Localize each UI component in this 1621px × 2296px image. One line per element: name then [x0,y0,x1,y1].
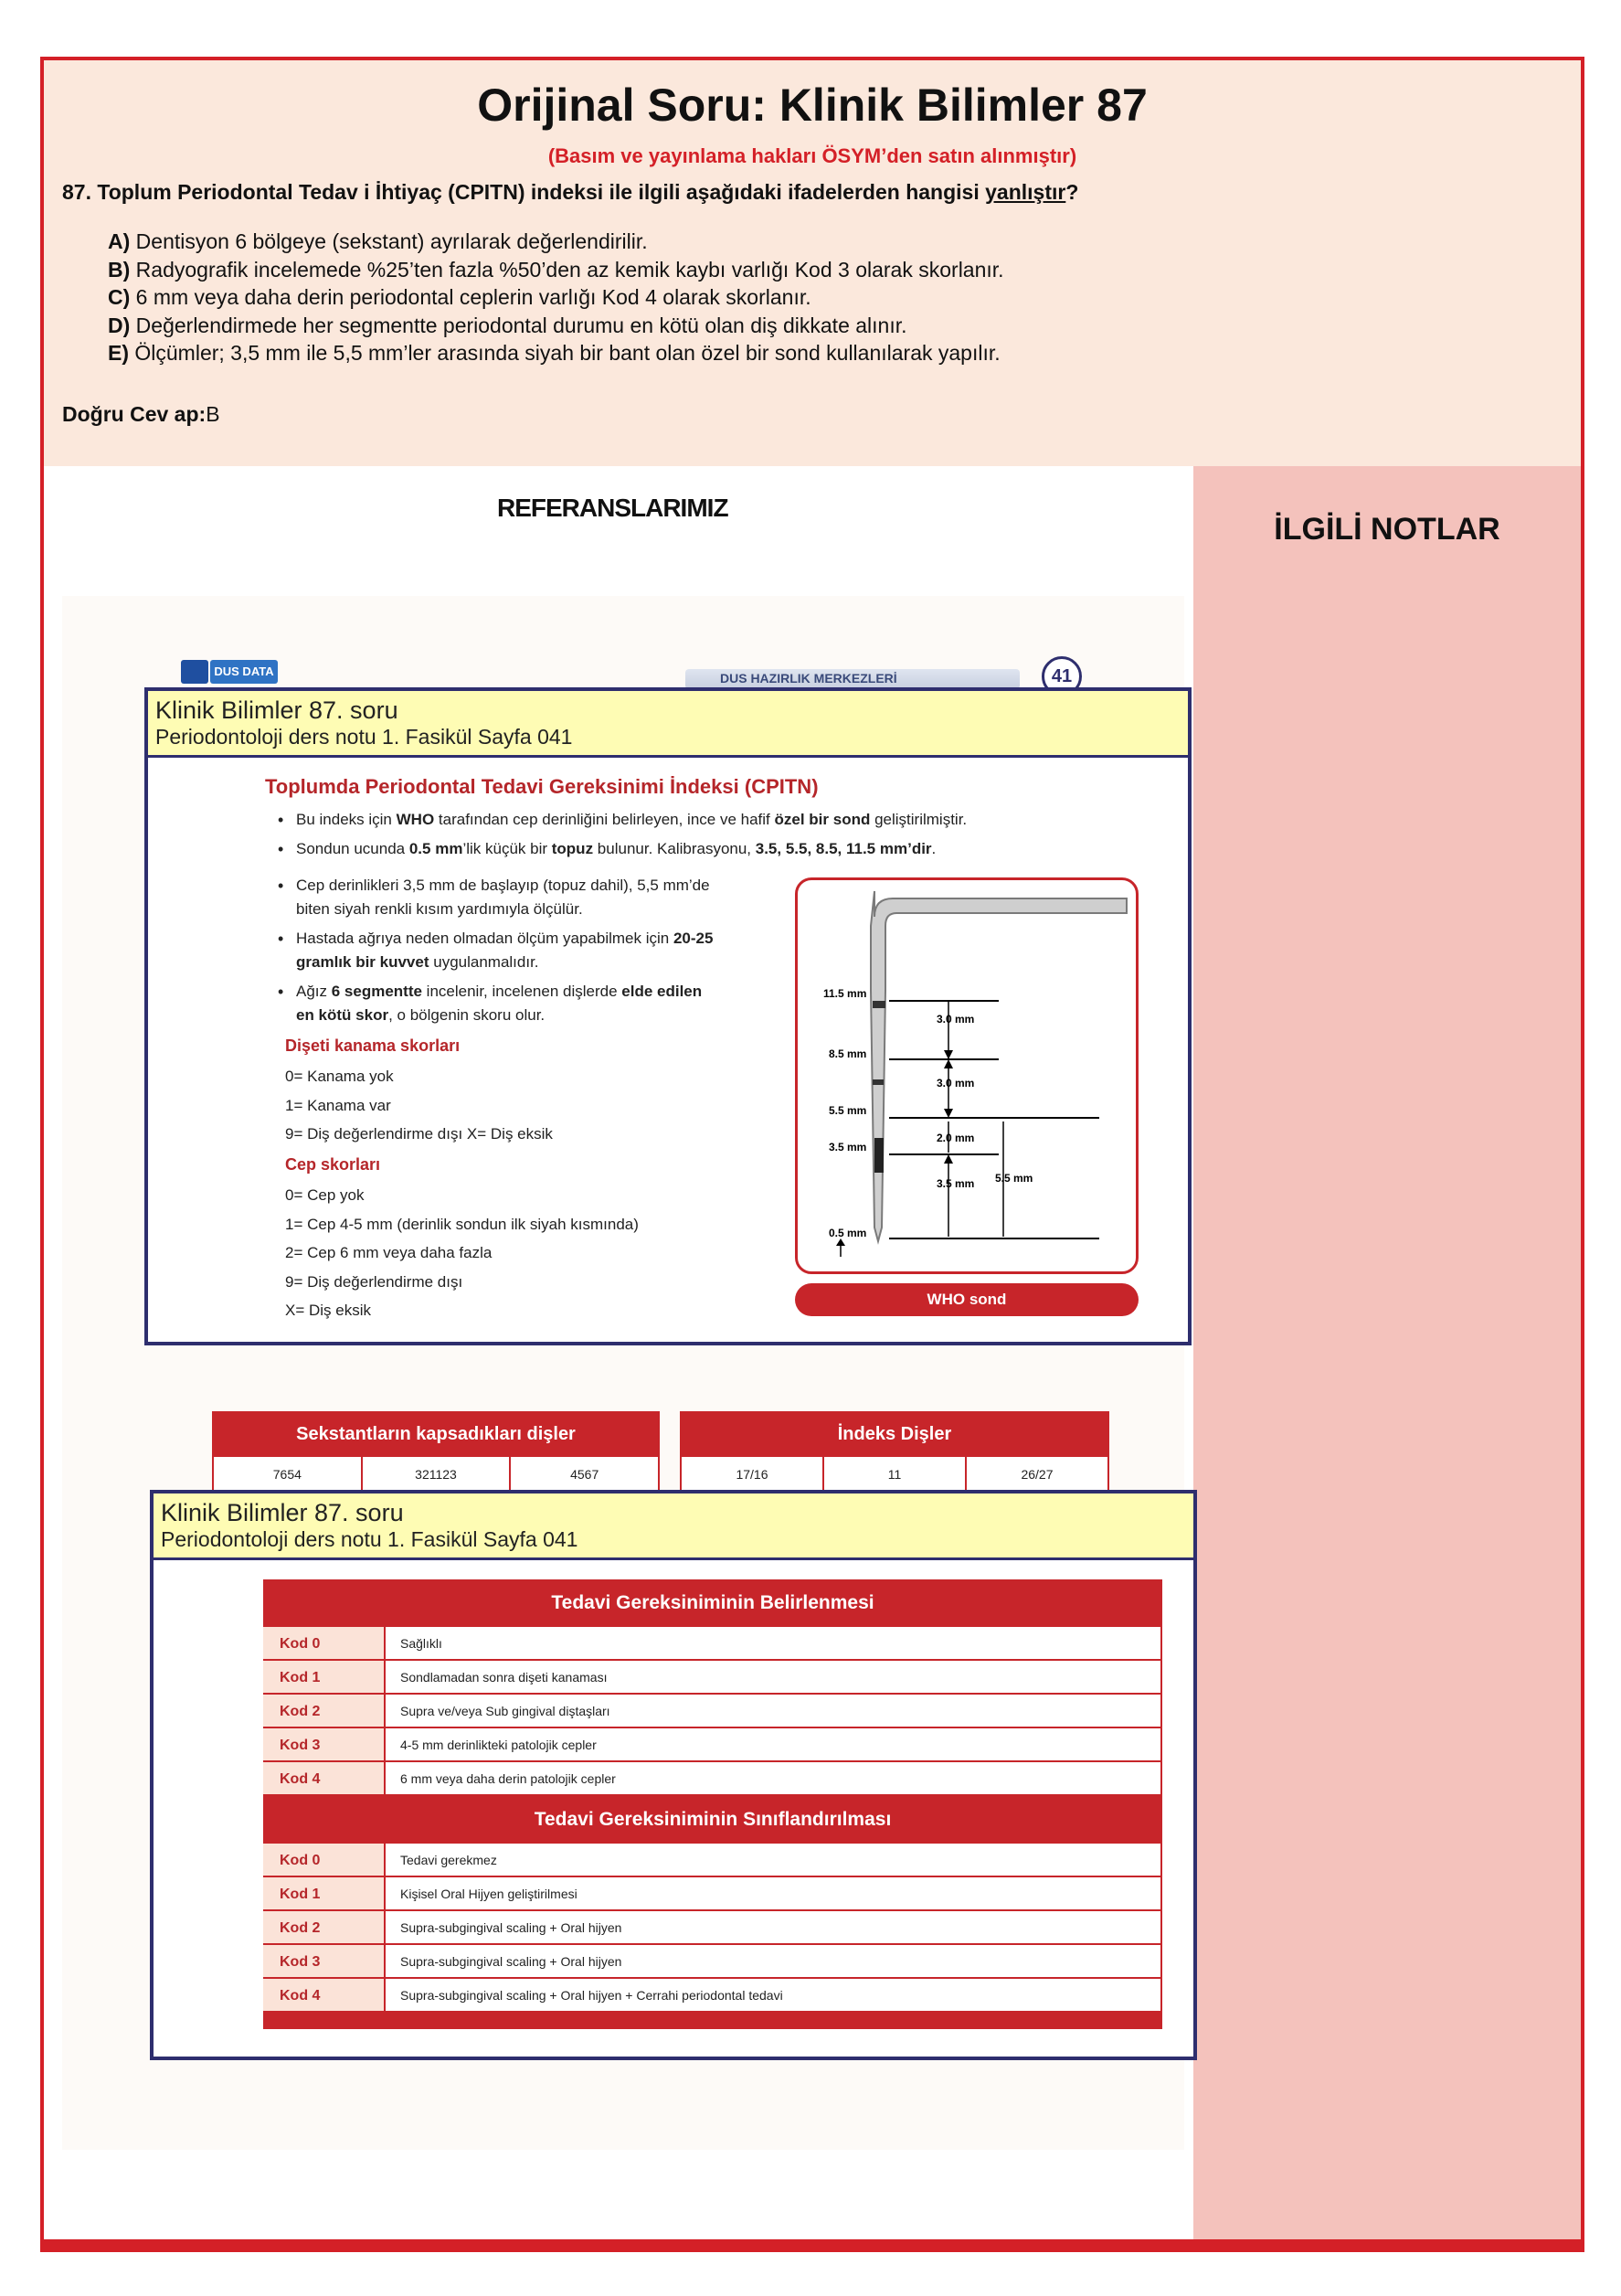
reference-panel-1 [144,687,1192,1345]
probe-diagram [798,880,1136,1271]
sextant-row [212,1457,660,1493]
bullets-top [276,808,967,861]
class-row: Kod 0 Tedavi gerekmez [263,1844,1162,1877]
notes-title: İLGİLİ NOTLAR [1274,512,1500,547]
bleeding-item: 0= Kanama yok [285,1068,394,1085]
question-mark: ? [1065,180,1079,204]
sextant-cell: 7654 [214,1457,363,1492]
pocket-item: X= Diş eksik [285,1302,371,1319]
option-a: A) Dentisyon 6 bölgeye (sekstant) ayrılarak değerlendirilir. [108,229,648,253]
need-row: Kod 2 Supra ve/veya Sub gingival diştaşları [263,1695,1162,1728]
label-11-5: 11.5 mm [823,987,867,1000]
bleeding-list [285,1062,553,1149]
bullet-who: • Bu indeks için WHO tarafından cep derinliğini belirleyen, ince ve hafif özel bir sond geliştirilmiştir. [276,808,967,832]
panel-2-title: Klinik Bilimler 87. soru [161,1499,404,1526]
class-row: Kod 2 Supra-subgingival scaling + Oral hijyen [263,1911,1162,1945]
index-row [680,1457,1109,1493]
references-title: REFERANSLARIMIZ [497,494,728,522]
panel-2-subtitle: Periodontoloji ders notu 1. Fasikül Sayfa 041 [161,1527,578,1551]
rights-notice: (Basım ve yayınlama hakları ÖSYM’den satın alınmıştır) [547,144,1077,167]
option-c: C) 6 mm veya daha derin periodontal ceplerin varlığı Kod 4 olarak skorlanır. [108,285,811,309]
bottom-bar [40,2239,1584,2252]
sextant-header: Sekstantların kapsadıkları dişler [212,1411,660,1457]
label-5-5: 5.5 mm [829,1104,867,1117]
index-cell: 11 [824,1457,967,1492]
doc-header-text: DUS HAZIRLIK MERKEZLERİ [720,671,897,686]
label-3-5: 3.5 mm [829,1141,867,1153]
dusdata-logo: DUS DATA [181,656,283,684]
sextant-cell: 4567 [570,1467,599,1482]
class-row: Kod 4 Supra-subgingival scaling + Oral hijyen + Cerrahi periodontal tedavi [263,1979,1162,2013]
pocket-item: 2= Cep 6 mm veya daha fazla [285,1244,493,1261]
bullet-depth: • Cep derinlikleri 3,5 mm de başlayıp (topuz dahil), 5,5 mm’de biten siyah renkli kısım yardımıyla ölçülür. [276,874,769,921]
bleeding-item: 1= Kanama var [285,1096,391,1114]
need-row: Kod 0 Sağlıklı [263,1627,1162,1661]
question-emphasis: yanlıştır [985,180,1066,204]
need-row: Kod 4 6 mm veya daha derin patolojik cepler [263,1762,1162,1796]
panel-1-subtitle: Periodontoloji ders notu 1. Fasikül Sayfa 041 [155,725,573,749]
label-3-5-span: 3.5 mm [937,1177,975,1190]
question-stem: 87. Toplum Periodontal Tedav i İhtiyaç (CPITN) indeksi ile ilgili aşağıdaki ifadelerden hangisi [62,180,986,204]
class-row: Kod 3 Supra-subgingival scaling + Oral hijyen [263,1945,1162,1979]
index-cell: 17/16 [682,1457,824,1492]
index-header: İndeks Dişler [680,1411,1109,1457]
page-frame [40,57,1584,2250]
option-b: B) Radyografik incelemede %25’ten fazla %50’den az kemik kaybı varlığı Kod 3 olarak skorlanır. [108,257,1004,282]
need-title: Tedavi Gereksiniminin Belirlenmesi [263,1579,1162,1627]
option-e: E) Ölçümler; 3,5 mm ile 5,5 mm’ler arasında siyah bir bant olan özel bir sond kullanılarak yapılır. [108,341,1001,365]
need-row: Kod 3 4-5 mm derinlikteki patolojik cepler [263,1728,1162,1762]
reference-panel-2 [150,1490,1197,2060]
panel-2-header [154,1493,1193,1560]
option-d: D) Değerlendirmede her segmentte periodontal durumu en kötü olan diş dikkate alınır. [108,313,907,337]
label-3-0-b: 3.0 mm [937,1077,975,1090]
bullet-probe-tip: • Sondun ucunda 0.5 mm’lik küçük bir topuz bulunur. Kalibrasyonu, 3.5, 5.5, 8.5, 11.5 mm’dir. [276,837,967,861]
bleeding-item: 9= Diş değerlendirme dışı X= Diş eksik [285,1125,553,1143]
question-section [44,60,1581,466]
who-probe-figure [795,877,1139,1274]
pocket-list [285,1181,639,1325]
need-row: Kod 1 Sondlamadan sonra dişeti kanaması [263,1661,1162,1695]
pocket-title: Cep skorları [285,1155,381,1174]
pocket-item: 9= Diş değerlendirme dışı [285,1272,463,1291]
who-sond-label: WHO sond [795,1283,1139,1316]
pocket-item: 0= Cep yok [285,1186,365,1204]
label-5-5-span: 5.5 mm [995,1172,1033,1185]
page-title: Orijinal Soru: Klinik Bilimler 87 [477,80,1148,131]
panel-1-title: Klinik Bilimler 87. soru [155,696,398,724]
bullet-segments: • Ağız 6 segmentte incelenir, incelenen dişlerde elde edilen en kötü skor, o bölgenin skoru olur. [276,980,769,1027]
label-3-0-a: 3.0 mm [937,1013,975,1026]
reference-document [62,596,1184,2150]
bleeding-title: Dişeti kanama skorları [285,1036,461,1055]
label-8-5: 8.5 mm [829,1047,867,1060]
cpitn-title: Toplumda Periodontal Tedavi Gereksinimi İndeksi (CPITN) [265,775,819,798]
treatment-tables [263,1579,1162,2029]
class-row: Kod 1 Kişisel Oral Hijyen geliştirilmesi [263,1877,1162,1911]
question-text [62,180,1078,205]
table-footer [263,2013,1162,2029]
index-cell: 26/27 [1021,1467,1054,1482]
bullet-force: • Hastada ağrıya neden olmadan ölçüm yapabilmek için 20-25 gramlık bir kuvvet uygulanmalıdır. [276,927,769,974]
page-number: 41 [1042,656,1082,696]
class-title: Tedavi Gereksiniminin Sınıflandırılması [263,1796,1162,1844]
label-2-0: 2.0 mm [937,1132,975,1144]
pocket-item: 1= Cep 4-5 mm (derinlik sondun ilk siyah kısmında) [285,1215,639,1233]
sextant-cell: 321123 [363,1457,512,1492]
notes-column [1193,466,1581,2247]
label-0-5: 0.5 mm [829,1227,867,1239]
panel-1-header [148,691,1188,758]
options-list [108,228,1004,367]
bullets-mid [276,874,769,1027]
correct-answer: Doğru Cev ap:B [62,402,220,426]
